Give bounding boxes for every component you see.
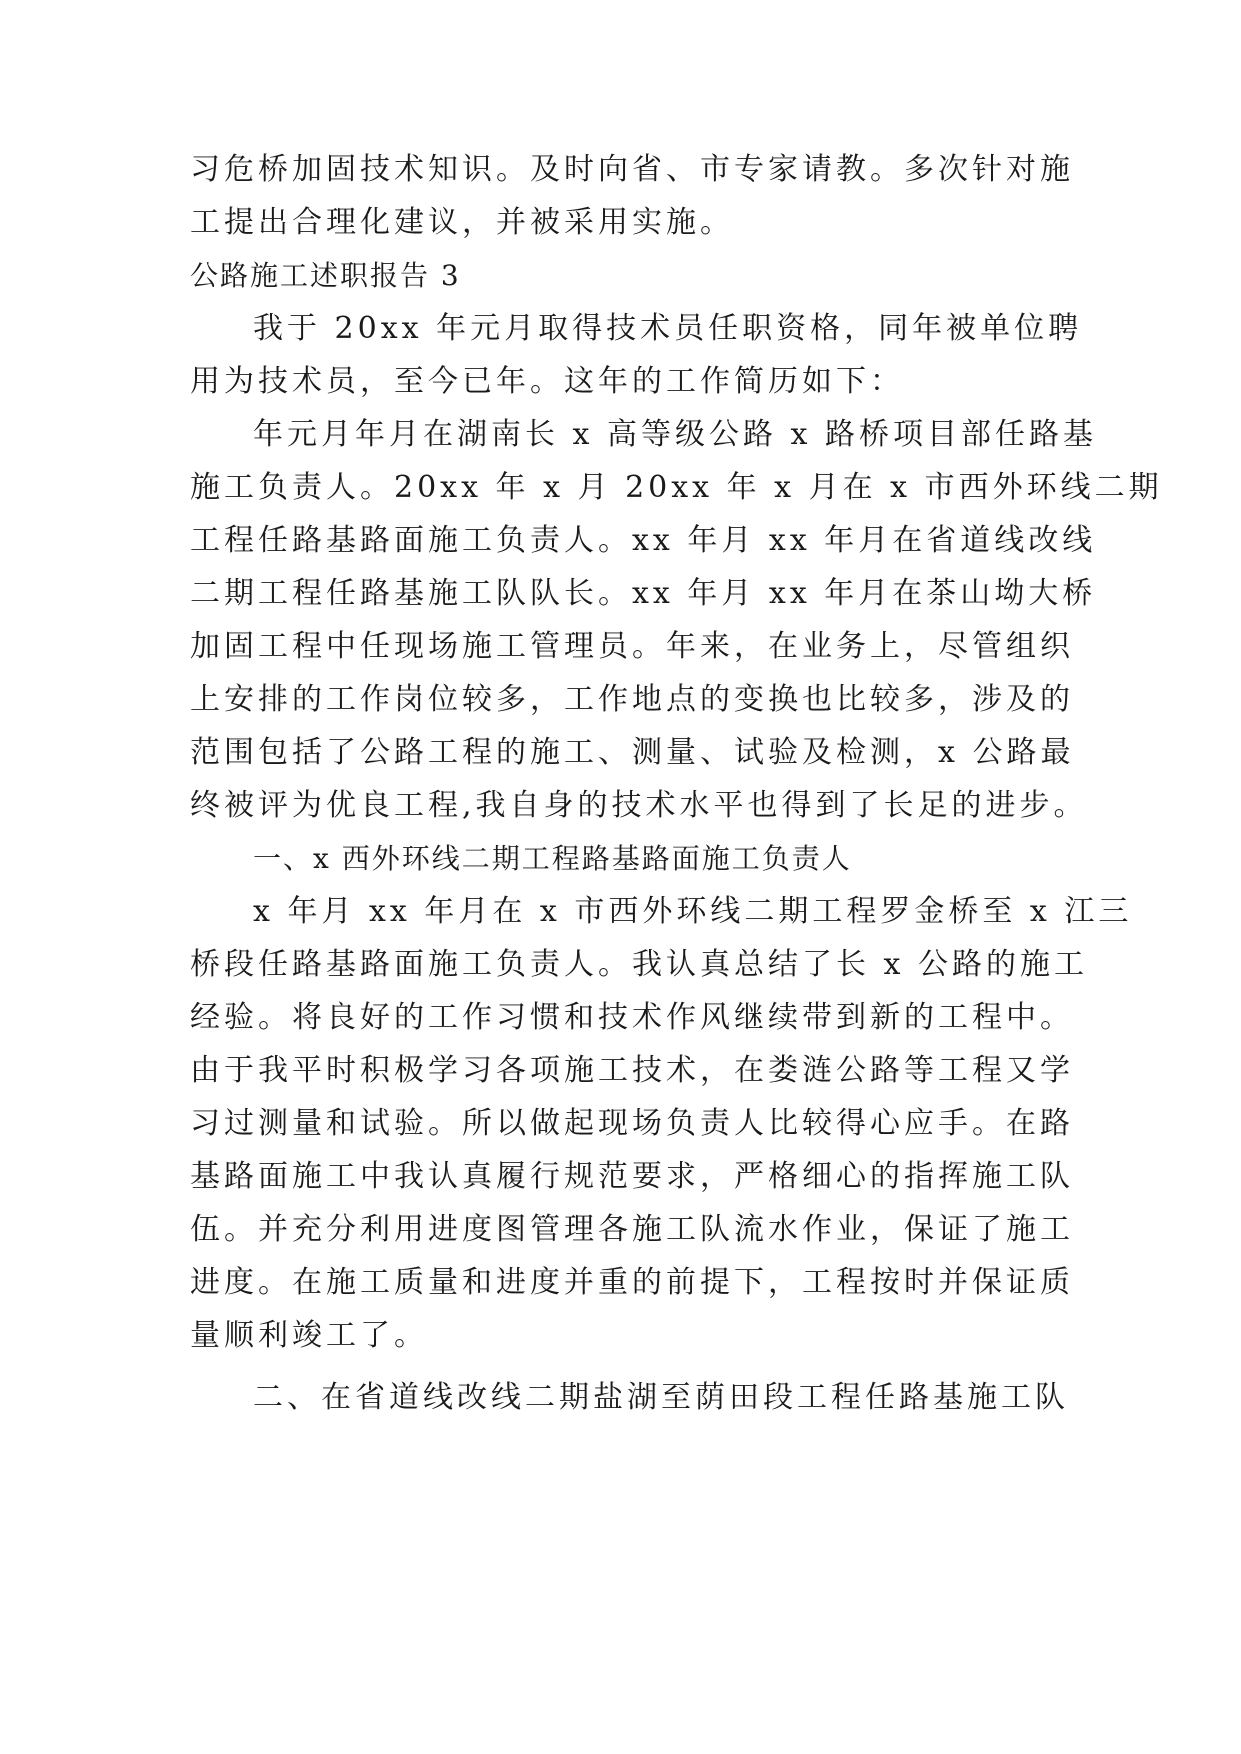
text-line: 我于 20xx 年元月取得技术员任职资格，同年被单位聘 [253,311,1083,346]
text-line: 施工负责人。20xx 年 x 月 20xx 年 x 月在 x 市西外环线二期 [190,470,1163,505]
text-line: 范围包括了公路工程的施工、测量、试验及检测，x 公路最 [190,735,1075,770]
text-line: 二期工程任路基施工队队长。xx 年月 xx 年月在茶山坳大桥 [190,576,1097,611]
text-line: 由于我平时积极学习各项施工技术，在娄涟公路等工程又学 [190,1053,1074,1088]
text-line: 年元月年月在湖南长 x 高等级公路 x 路桥项目部任路基 [253,417,1097,452]
text-line: 加固工程中任现场施工管理员。年来，在业务上，尽管组织 [190,629,1074,664]
subsection-title: 二、在省道线改线二期盐湖至荫田段工程任路基施工队 [253,1380,1069,1415]
text-line: x 年月 xx 年月在 x 市西外环线二期工程罗金桥至 x 江三 [253,894,1133,929]
text-line: 基路面施工中我认真履行规范要求，严格细心的指挥施工队 [190,1159,1074,1194]
text-line: 进度。在施工质量和进度并重的前提下，工程按时并保证质 [190,1265,1074,1300]
text-line: 工提出合理化建议，并被采用实施。 [190,205,734,240]
text-line: 工程任路基路面施工负责人。xx 年月 xx 年月在省道线改线 [190,523,1097,558]
text-line: 伍。并充分利用进度图管理各施工队流水作业，保证了施工 [190,1212,1074,1247]
subsection-title: 一、x 西外环线二期工程路基路面施工负责人 [253,842,852,875]
text-line: 桥段任路基路面施工负责人。我认真总结了长 x 公路的施工 [190,947,1088,982]
section-title: 公路施工述职报告 3 [190,259,461,292]
text-line: 量顺利竣工了。 [190,1318,428,1353]
text-line: 终被评为优良工程,我自身的技术水平也得到了长足的进步。 [190,788,1088,823]
text-line: 习过测量和试验。所以做起现场负责人比较得心应手。在路 [190,1106,1074,1141]
text-line: 用为技术员，至今已年。这年的工作简历如下： [190,364,904,399]
text-line: 上安排的工作岗位较多，工作地点的变换也比较多，涉及的 [190,682,1074,717]
text-line: 经验。将良好的工作习惯和技术作风继续带到新的工程中。 [190,1000,1074,1035]
text-line: 习危桥加固技术知识。及时向省、市专家请教。多次针对施 [190,152,1074,187]
